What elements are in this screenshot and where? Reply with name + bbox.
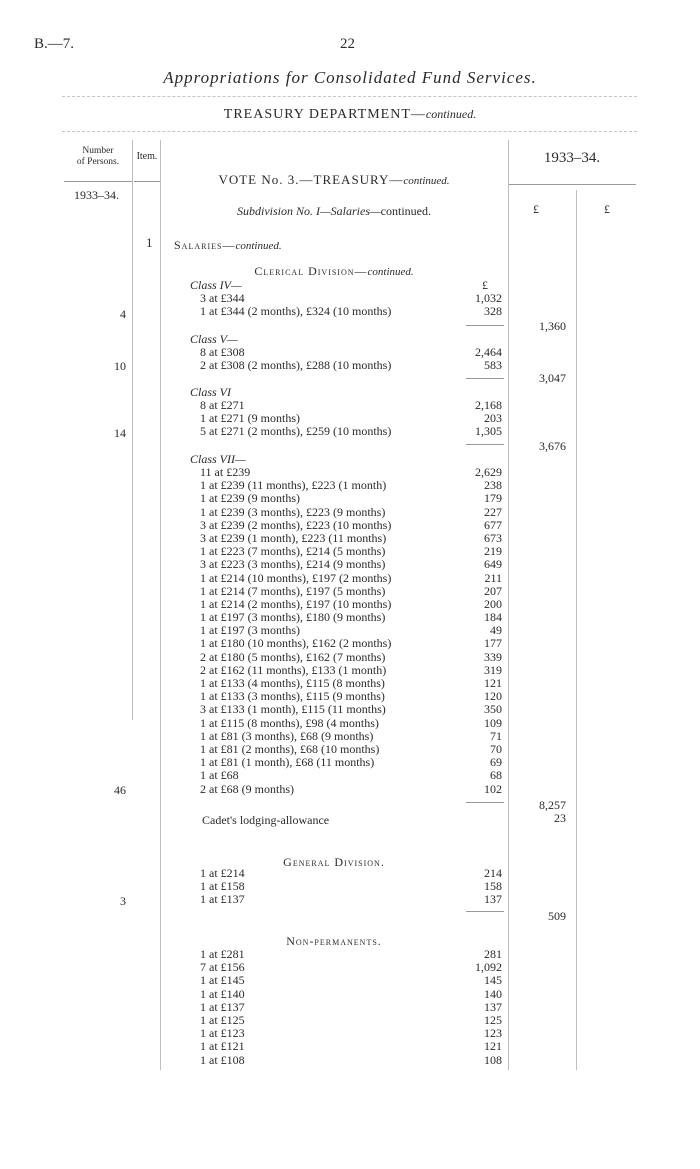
general-row-text: 1 at £137: [200, 892, 245, 907]
class-row-amount: 2,629: [475, 465, 502, 479]
general-row-text: 1 at £214: [200, 866, 245, 880]
class-vi-rows: [200, 399, 502, 439]
nonperm-row-amount: 125: [484, 1012, 502, 1027]
class-vi-subtotal-rule: [466, 444, 504, 445]
general-row: [200, 880, 502, 893]
class-row-amount: 207: [484, 583, 502, 598]
class-iv-persons: 4: [120, 307, 126, 321]
class-row-amount: 2,464: [475, 345, 502, 359]
pound-header-a: £: [533, 202, 539, 216]
general-subtotal-rule: [466, 911, 504, 912]
class-row-amount: 102: [484, 781, 502, 796]
class-row-text: 1 at £271 (9 months): [200, 411, 300, 426]
class-row-text: 11 at £239: [200, 465, 251, 479]
general-division-persons: 3: [120, 894, 126, 908]
class-iv-rows: [200, 292, 502, 318]
class-row-text: 1 at £115 (8 months), £98 (4 months): [200, 715, 379, 730]
nonperm-row: [200, 1054, 502, 1067]
class-row-amount: 677: [484, 517, 502, 532]
nonperm-row-text: 1 at £125: [200, 1012, 245, 1027]
general-row: [200, 867, 502, 880]
class-vii-persons: 46: [114, 783, 126, 797]
general-division-total: 509: [548, 909, 566, 923]
class-row-text: 1 at £239 (11 months), £223 (1 month): [200, 478, 387, 493]
nonperm-row-amount: 108: [484, 1052, 502, 1067]
class-row-text: 1 at £197 (3 months): [200, 623, 300, 638]
class-row-text: 1 at £81 (3 months), £68 (9 months): [200, 728, 374, 743]
vote-title-text: VOTE No. 3.—TREASURY—: [218, 172, 404, 187]
persons-column-header: [64, 146, 132, 168]
class-row-text: 1 at £180 (10 months), £162 (2 months): [200, 636, 392, 651]
nonperm-row-text: 1 at £137: [200, 999, 245, 1014]
nonperm-row-text: 7 at £156: [200, 960, 245, 975]
class-row-amount: 70: [490, 741, 502, 756]
class-vii-label: Class VII—: [190, 452, 246, 466]
class-row-text: 1 at £68: [200, 768, 239, 783]
class-row-text: 3 at £344: [200, 291, 245, 305]
general-row: [200, 893, 502, 906]
nonperm-row: [200, 974, 502, 987]
general-division-rows: [200, 867, 502, 907]
nonperm-row-amount: 145: [484, 973, 502, 988]
class-row-amount: 200: [484, 596, 502, 611]
title-rule: [62, 96, 637, 97]
general-row-text: 1 at £158: [200, 879, 245, 894]
class-row-amount: 219: [484, 544, 502, 559]
page-number: 22: [340, 36, 355, 52]
nonperm-row: [200, 988, 502, 1001]
nonperm-row-amount: 1,092: [475, 960, 502, 975]
persons-header-line2: of Persons.: [76, 157, 120, 167]
class-row-amount: 238: [484, 478, 502, 493]
class-row-amount: 69: [490, 755, 502, 770]
year-column-right: 1933–34.: [543, 150, 601, 166]
nonperm-row-text: 1 at £123: [200, 1026, 245, 1041]
class-row: [200, 756, 502, 769]
nonperm-row-text: 1 at £121: [200, 1039, 245, 1054]
nonperm-row-amount: 140: [484, 986, 502, 1001]
class-row-amount: 121: [484, 676, 502, 690]
class-row-amount: 184: [484, 610, 502, 625]
amount-column-divider: [508, 140, 509, 1070]
general-row-amount: 158: [484, 879, 502, 894]
class-row-text: 8 at £271: [200, 398, 245, 412]
class-row-text: 1 at £197 (3 months), £180 (9 months): [200, 610, 386, 625]
class-row-text: 1 at £239 (9 months): [200, 491, 300, 506]
nonperm-row: [200, 948, 502, 961]
class-row: [200, 359, 502, 372]
nonperm-row: [200, 1040, 502, 1053]
subdivision-continued: continued.: [380, 204, 431, 218]
class-row-amount: 673: [484, 530, 502, 545]
class-row-text: 1 at £133 (3 months), £115 (9 months): [200, 689, 385, 704]
pound-header-b: £: [604, 202, 610, 216]
class-row-amount: 2,168: [475, 398, 502, 412]
class-row-text: 8 at £308: [200, 345, 245, 359]
nonperm-row-text: 1 at £281: [200, 947, 245, 961]
class-v-label: Class V—: [190, 332, 238, 346]
class-row-amount: 49: [490, 623, 502, 638]
class-row-amount: 211: [484, 570, 502, 585]
class-row-amount: 179: [484, 491, 502, 506]
cadet-lodging-label: Cadet's lodging-allowance: [202, 813, 330, 827]
class-row-text: 5 at £271 (2 months), £259 (10 months): [200, 424, 392, 439]
class-row-text: 1 at £223 (7 months), £214 (5 months): [200, 544, 386, 559]
class-row-text: 1 at £81 (1 month), £68 (11 months): [200, 755, 375, 770]
amount-pound-sign: £: [482, 278, 488, 292]
header-rule: [62, 131, 637, 132]
class-row-text: 3 at £239 (2 months), £223 (10 months): [200, 517, 392, 532]
department-name: TREASURY DEPARTMENT—: [223, 107, 426, 122]
class-row-amount: 120: [484, 689, 502, 704]
salaries-continued: continued.: [235, 240, 282, 252]
clerical-heading-continued: continued.: [367, 266, 414, 278]
general-row-amount: 137: [484, 892, 502, 907]
class-row-text: 3 at £239 (1 month), £223 (11 months): [200, 530, 387, 545]
class-row-amount: 328: [484, 304, 502, 319]
nonperm-row: [200, 1001, 502, 1014]
class-row-amount: 649: [484, 557, 502, 572]
class-row-text: 2 at £68 (9 months): [200, 781, 294, 796]
class-row-amount: 109: [484, 715, 502, 730]
nonperm-row-amount: 123: [484, 1026, 502, 1041]
class-row-amount: 1,305: [475, 424, 502, 439]
item-number: 1: [146, 235, 153, 250]
year-column-left: 1933–34.: [74, 188, 119, 202]
item-column-header: Item.: [136, 151, 158, 162]
class-row-text: 2 at £308 (2 months), £288 (10 months): [200, 358, 392, 373]
class-row-amount: 68: [490, 768, 502, 783]
department-continued: continued.: [425, 107, 477, 121]
general-row-amount: 214: [484, 866, 502, 880]
class-row: [200, 305, 502, 318]
class-row-amount: 203: [484, 411, 502, 426]
non-permanents-rows: [200, 948, 502, 1067]
class-row-text: 3 at £133 (1 month), £115 (11 months): [200, 702, 386, 717]
pound-column-divider: [576, 190, 577, 1070]
clerical-heading-text: Clerical Division—: [254, 264, 368, 278]
salaries-heading: [174, 236, 282, 254]
class-row-amount: 177: [484, 636, 502, 651]
class-row-text: 2 at £180 (5 months), £162 (7 months): [200, 649, 386, 664]
class-row-text: 1 at £214 (7 months), £197 (5 months): [200, 583, 386, 598]
general-division-heading: General Division.: [283, 855, 385, 869]
class-v-persons: 10: [114, 359, 126, 373]
class-row-text: 1 at £214 (10 months), £197 (2 months): [200, 570, 392, 585]
cadet-lodging-total: 23: [554, 811, 566, 825]
nonperm-row: [200, 1027, 502, 1040]
class-row-amount: 583: [484, 358, 502, 373]
class-row-amount: 71: [490, 728, 502, 743]
page-title: Appropriations for Consolidated Fund Services.: [163, 68, 537, 87]
vote-title: [160, 172, 508, 188]
item-underline: [134, 181, 160, 182]
nonperm-row-text: 1 at £140: [200, 986, 245, 1001]
class-vi-persons: 14: [114, 426, 126, 440]
class-row-text: 1 at £214 (2 months), £197 (10 months): [200, 596, 392, 611]
class-row-amount: 319: [484, 662, 502, 677]
class-row-text: 2 at £162 (11 months), £133 (1 month): [200, 662, 387, 677]
class-row: [200, 783, 502, 796]
class-row-amount: 227: [484, 504, 502, 519]
class-v-subtotal-rule: [466, 378, 504, 379]
class-vii-rows: [200, 466, 502, 796]
year-underline-left: [64, 181, 132, 182]
nonperm-row-text: 1 at £108: [200, 1052, 245, 1067]
class-row-text: 1 at £81 (2 months), £68 (10 months): [200, 741, 380, 756]
nonperm-row-amount: 137: [484, 999, 502, 1014]
department-heading: [0, 107, 700, 123]
class-iv-total: 1,360: [539, 319, 566, 333]
class-v-rows: [200, 346, 502, 372]
class-vi-label: Class VI: [190, 385, 232, 399]
class-vi-total: 3,676: [539, 439, 566, 453]
class-iv-subtotal-rule: [466, 325, 504, 326]
nonperm-row: [200, 961, 502, 974]
class-row-text: 1 at £344 (2 months), £324 (10 months): [200, 304, 392, 319]
class-row-text: 1 at £239 (3 months), £223 (9 months): [200, 504, 386, 519]
doc-reference: B.—7.: [34, 36, 75, 52]
class-row-amount: 350: [484, 702, 502, 717]
class-v-total: 3,047: [539, 371, 566, 385]
year-underline-right: [508, 184, 636, 185]
nonperm-row-amount: 281: [484, 947, 502, 961]
non-permanents-heading: Non-permanents.: [286, 934, 382, 948]
class-row-amount: 1,032: [475, 291, 502, 305]
class-row-text: 3 at £223 (3 months), £214 (9 months): [200, 557, 386, 572]
vote-title-continued: continued.: [403, 175, 450, 187]
class-vii-subtotal-rule: [466, 802, 504, 803]
class-row-amount: 339: [484, 649, 502, 664]
item-column-divider: [132, 140, 133, 720]
subdivision-title: [160, 204, 508, 219]
class-row: [200, 425, 502, 438]
persons-header-line1: Number: [82, 146, 114, 156]
class-iv-label: Class IV—: [190, 278, 242, 292]
subdivision-text: Subdivision No. I—Salaries—: [237, 204, 381, 218]
class-vii-total: 8,257: [539, 798, 566, 812]
nonperm-row: [200, 1014, 502, 1027]
class-row-text: 1 at £133 (4 months), £115 (8 months): [200, 676, 385, 690]
salaries-label: Salaries—: [174, 238, 236, 252]
nonperm-row-amount: 121: [484, 1039, 502, 1054]
nonperm-row-text: 1 at £145: [200, 973, 245, 988]
